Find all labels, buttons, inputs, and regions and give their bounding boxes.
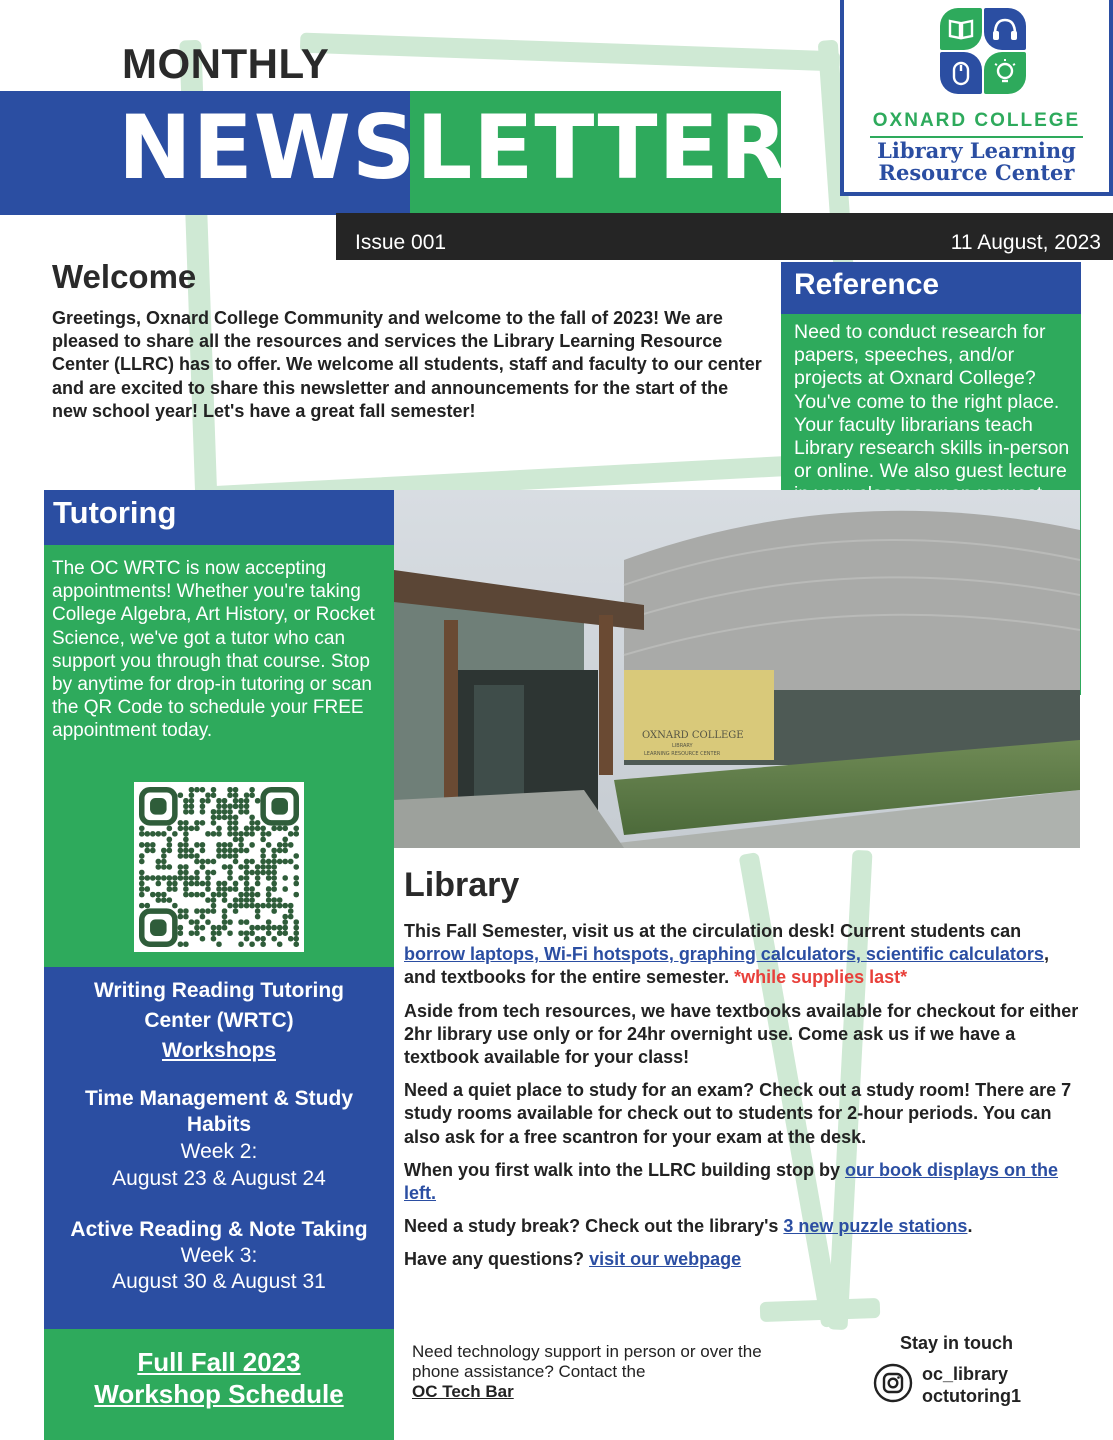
photo-sign-line1: OXNARD COLLEGE [642, 730, 744, 741]
welcome-heading: Welcome [52, 258, 197, 295]
logo-college-name: OXNARD COLLEGE [872, 110, 1081, 131]
library-para-textbooks: Aside from tech resources, we have textbooks available for checkout for either 2hr library use only or for 24hr overnight use. Come ask us if we have a textbook available for your class! [404, 1000, 1079, 1068]
workshop2-dates: August 30 & August 31 [112, 1270, 326, 1293]
photo-sign-line3: LEARNING RESOURCE CENTER [644, 751, 721, 757]
stay-in-touch-label: Stay in touch [900, 1333, 1014, 1353]
headphones-icon [984, 8, 1026, 50]
library-para-book-displays [404, 1159, 1084, 1205]
issue-number: Issue 001 [355, 231, 447, 254]
webpage-link[interactable]: visit our webpage [589, 1249, 742, 1270]
library-para-questions-pre: Have any questions? [404, 1249, 590, 1270]
logo-center-line2: Resource Center [878, 160, 1075, 185]
llrc-logo [840, 0, 1113, 196]
mouse-icon [940, 52, 982, 94]
decorative-line [300, 33, 840, 72]
photo-sign-line2: LIBRARY [672, 743, 693, 749]
library-para-questions [404, 1248, 1084, 1271]
supplies-note: *while supplies last* [734, 967, 908, 988]
workshops-panel [44, 967, 394, 1329]
library-para-circulation-post: , and textbooks for the entire semester. [404, 944, 1049, 988]
workshops-title-line2: Center (WRTC) [144, 1009, 294, 1032]
library-para-circulation-pre: This Fall Semester, visit us at the circulation desk! Current students can [404, 921, 1022, 941]
instagram-handle-library[interactable]: oc_library [922, 1364, 1009, 1384]
tech-support-body: Need technology support in person or over the phone assistance? Contact the [412, 1342, 762, 1381]
library-text [404, 920, 1084, 1282]
tutoring-text: The OC WRTC is now accepting appointments! Whether you're taking College Algebra, Art History, or Rocket Science, we've got a tutor who can support you through that course. Stop by anytime for drop-in tutoring or scan the QR Code to schedule your FREE appointment today. [52, 558, 375, 742]
reference-heading: Reference [781, 262, 1081, 314]
tech-bar-link[interactable]: OC Tech Bar [412, 1382, 514, 1401]
monthly-label: MONTHLY [122, 40, 330, 87]
newsletter-title [118, 96, 788, 199]
logo-center-line1: Library Learning [877, 138, 1076, 163]
book-displays-link[interactable]: our book displays on the left. [404, 1159, 1059, 1204]
library-para-puzzles [404, 1215, 1084, 1238]
reference-text: Need to conduct research for papers, speeches, and/or projects at Oxnard College? You've come to the right place. Your faculty librarians teach Library research skills in-person or online. We also guest lecture [794, 321, 1070, 483]
library-para-study-rooms: Need a quiet place to study for an exam? Check out a study room! There are 7 study rooms available for check out to students for 2-hour periods. You can also ask for a free scantron for your exam at the desk. [404, 1080, 1072, 1147]
library-para-circulation [404, 920, 1084, 990]
instagram-handle-tutoring[interactable]: octutoring1 [922, 1386, 1021, 1406]
newsletter-title-part1: NEWS [118, 96, 417, 199]
qr-code-image [139, 787, 299, 947]
social-handles [922, 1363, 1021, 1407]
workshop1-week: Week 2: [180, 1140, 258, 1163]
workshop2-title: Active Reading & Note Taking [70, 1218, 368, 1241]
workshops-title-line1: Writing Reading Tutoring [93, 979, 345, 1002]
full-schedule-link-line2[interactable]: Workshop Schedule [94, 1379, 344, 1409]
library-para-puzzles-post: . [967, 1216, 973, 1237]
tutoring-heading: Tutoring [44, 490, 394, 545]
logo-center-name [844, 140, 1109, 184]
book-icon [940, 8, 982, 50]
workshop1-title-line2: Habits [186, 1113, 252, 1136]
puzzle-stations-link[interactable]: 3 new puzzle stations [783, 1216, 968, 1237]
library-building-illustration [394, 490, 1080, 848]
library-para-book-displays-pre: When you first walk into the LLRC building stop by [404, 1159, 845, 1180]
qr-code[interactable] [134, 782, 304, 952]
workshop2-week: Week 3: [180, 1244, 258, 1267]
issue-date: 11 August, 2023 [950, 231, 1101, 254]
full-schedule-link-line1[interactable]: Full Fall 2023 [137, 1347, 301, 1377]
workshop1-title-line1: Time Management & Study [85, 1087, 353, 1110]
workshop1-dates: August 23 & August 24 [112, 1167, 326, 1190]
library-building-photo [394, 490, 1080, 848]
borrow-tech-link[interactable]: borrow laptops, Wi-Fi hotspots, graphing calculators, scientific calculators [404, 944, 1044, 965]
instagram-icon[interactable] [873, 1363, 913, 1403]
schedule-panel [44, 1329, 394, 1440]
library-para-puzzles-pre: Need a study break? Check out the library's [404, 1216, 784, 1237]
library-heading: Library [404, 866, 520, 904]
decorative-line [760, 1298, 881, 1322]
lightbulb-icon [984, 52, 1026, 94]
workshops-link[interactable]: Workshops [162, 1039, 276, 1062]
newsletter-title-part2: LETTER [416, 96, 789, 199]
welcome-text: Greetings, Oxnard College Community and welcome to the fall of 2023! We are pleased to share all the resources and services the Library Learning Resource Center (LLRC) has to offer. We welcome all students, staff and faculty to our center and are excited to share this newsletter and announcements for the start of the new school year! Let's have a great fall semester! [52, 308, 762, 421]
tech-support-text [412, 1342, 792, 1402]
